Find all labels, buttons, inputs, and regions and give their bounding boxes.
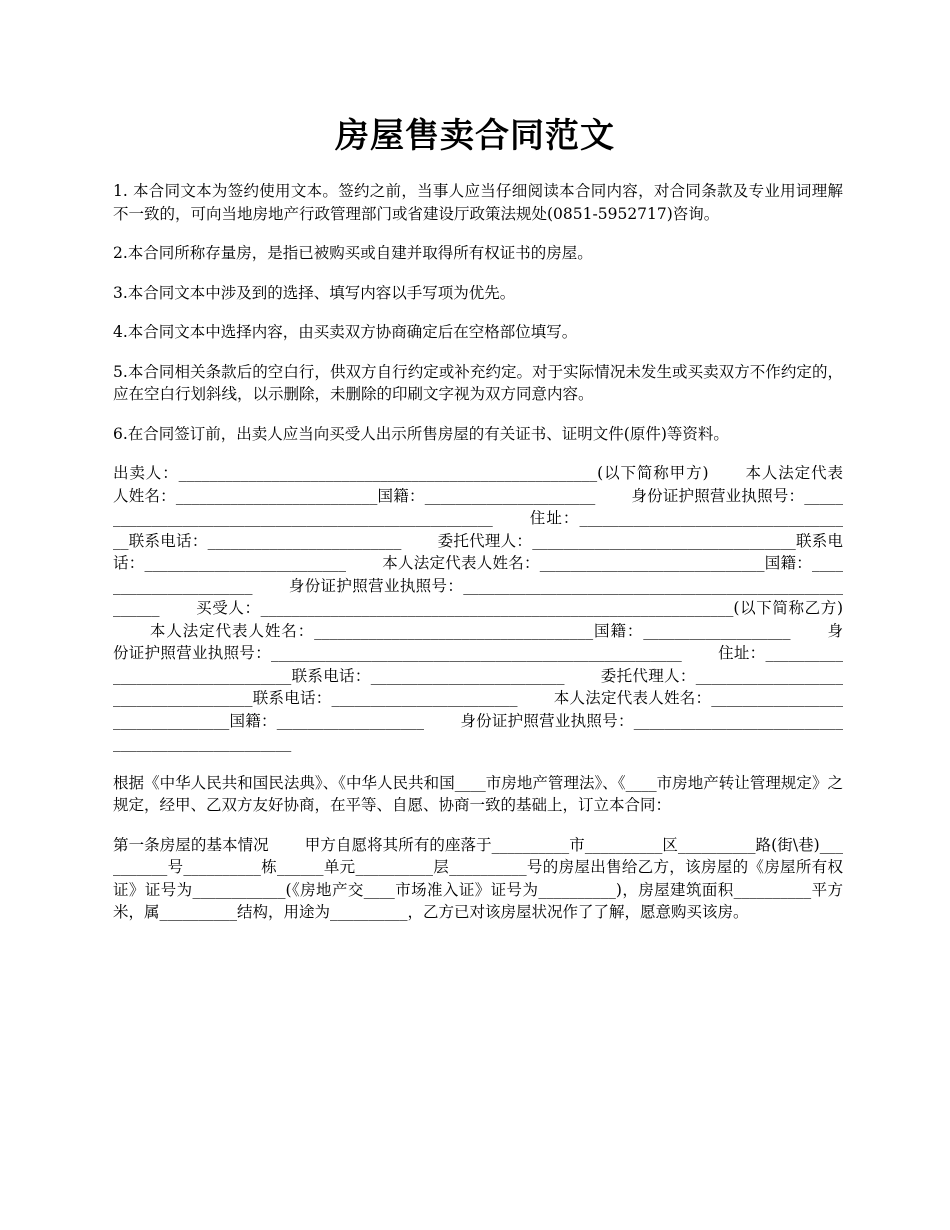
document-body	[113, 180, 843, 941]
notice-paragraph-4: 4.本合同文本中选择内容，由买卖双方协商确定后在空格部位填写。	[113, 323, 578, 341]
preamble-paragraph: 根据《中华人民共和国民法典》、《中华人民共和国____市房地产管理法》、《____市房地产转让管理规定》之规定，经甲、乙双方友好协商，在平等、自愿、协商一致的基础上，订立本合同：	[113, 773, 843, 814]
notice-paragraph-1: 1. 本合同文本为签约使用文本。签约之前，当事人应当仔细阅读本合同内容，对合同条款及专业用词理解不一致的，可向当地房地产行政管理部门或省建设厅政策法规处(0851-5952717)咨询。	[113, 182, 843, 223]
notice-paragraph-2: 2.本合同所称存量房，是指已被购买或自建并取得所有权证书的房屋。	[113, 244, 593, 262]
seller-agent-rep-name-line: 本人法定代表人姓名：_____________________________国籍：______________________	[113, 554, 843, 595]
seller-agent-line: 委托代理人：__________________________________联系电话：__________________________	[113, 531, 843, 572]
seller-id-line: 身份证护照营业执照号：______________________________________________________	[113, 486, 843, 527]
notice-paragraph-3: 3.本合同文本中涉及到的选择、填写内容以手写项为优先。	[113, 283, 516, 302]
parties-block	[113, 462, 843, 755]
document-title: 房屋售卖合同范文	[335, 116, 615, 156]
buyer-address-line: 住址：_________________________________联系电话：_________________________	[113, 644, 843, 685]
buyer-agent-line: 委托代理人：_____________________________________联系电话：________________________	[113, 666, 843, 707]
buyer-rep-name-line: 本人法定代表人姓名：____________________________________国籍：___________________	[149, 621, 791, 640]
article-1	[113, 834, 843, 924]
seller-agent-id-line: 身份证护照营业执照号：_______________________________________________________	[113, 576, 843, 617]
seller-line: 出卖人：______________________________________________________(以下简称甲方)	[113, 464, 709, 482]
notice-paragraph-5: 5.本合同相关条款后的空白行，供双方自行约定或补充约定。对于实际情况未发生或买卖双方不作约定的，应在空白行划斜线，以示删除，未删除的印刷文字视为双方同意内容。	[113, 362, 843, 403]
notice-paragraph-6: 6.在合同签订前，出卖人应当向买受人出示所售房屋的有关证书、证明文件(原件)等资料。	[113, 424, 729, 443]
seller-address-line: 住址：____________________________________联系电话：_________________________	[113, 509, 843, 550]
buyer-agent-rep-name-line: 本人法定代表人姓名：________________________________国籍：___________________	[113, 689, 843, 730]
buyer-agent-id-line: 身份证护照营业执照号：__________________________________________________	[113, 711, 843, 752]
buyer-id-line: 身份证护照营业执照号：_____________________________________________________	[113, 621, 843, 662]
article-1-heading: 第一条房屋的基本情况	[113, 835, 269, 854]
article-1-text: 甲方自愿将其所有的座落于__________市__________区__________路(街\巷)__________号__________栋______单元__________层__________号的房屋出售给乙方，该房屋的《房屋所有权证》证号为____________(《房地产交____市场准入证》证号为__________)，房屋建筑面积__________平方米，属__________结构，用途为__________，乙方已对该房屋状况作了了解，愿意购买该房。	[113, 835, 843, 921]
seller-rep-name-line: 本人法定代表人姓名：__________________________国籍：______________________	[113, 464, 843, 505]
buyer-line: 买受人：_____________________________________________________________(以下简称乙方)	[195, 599, 843, 617]
